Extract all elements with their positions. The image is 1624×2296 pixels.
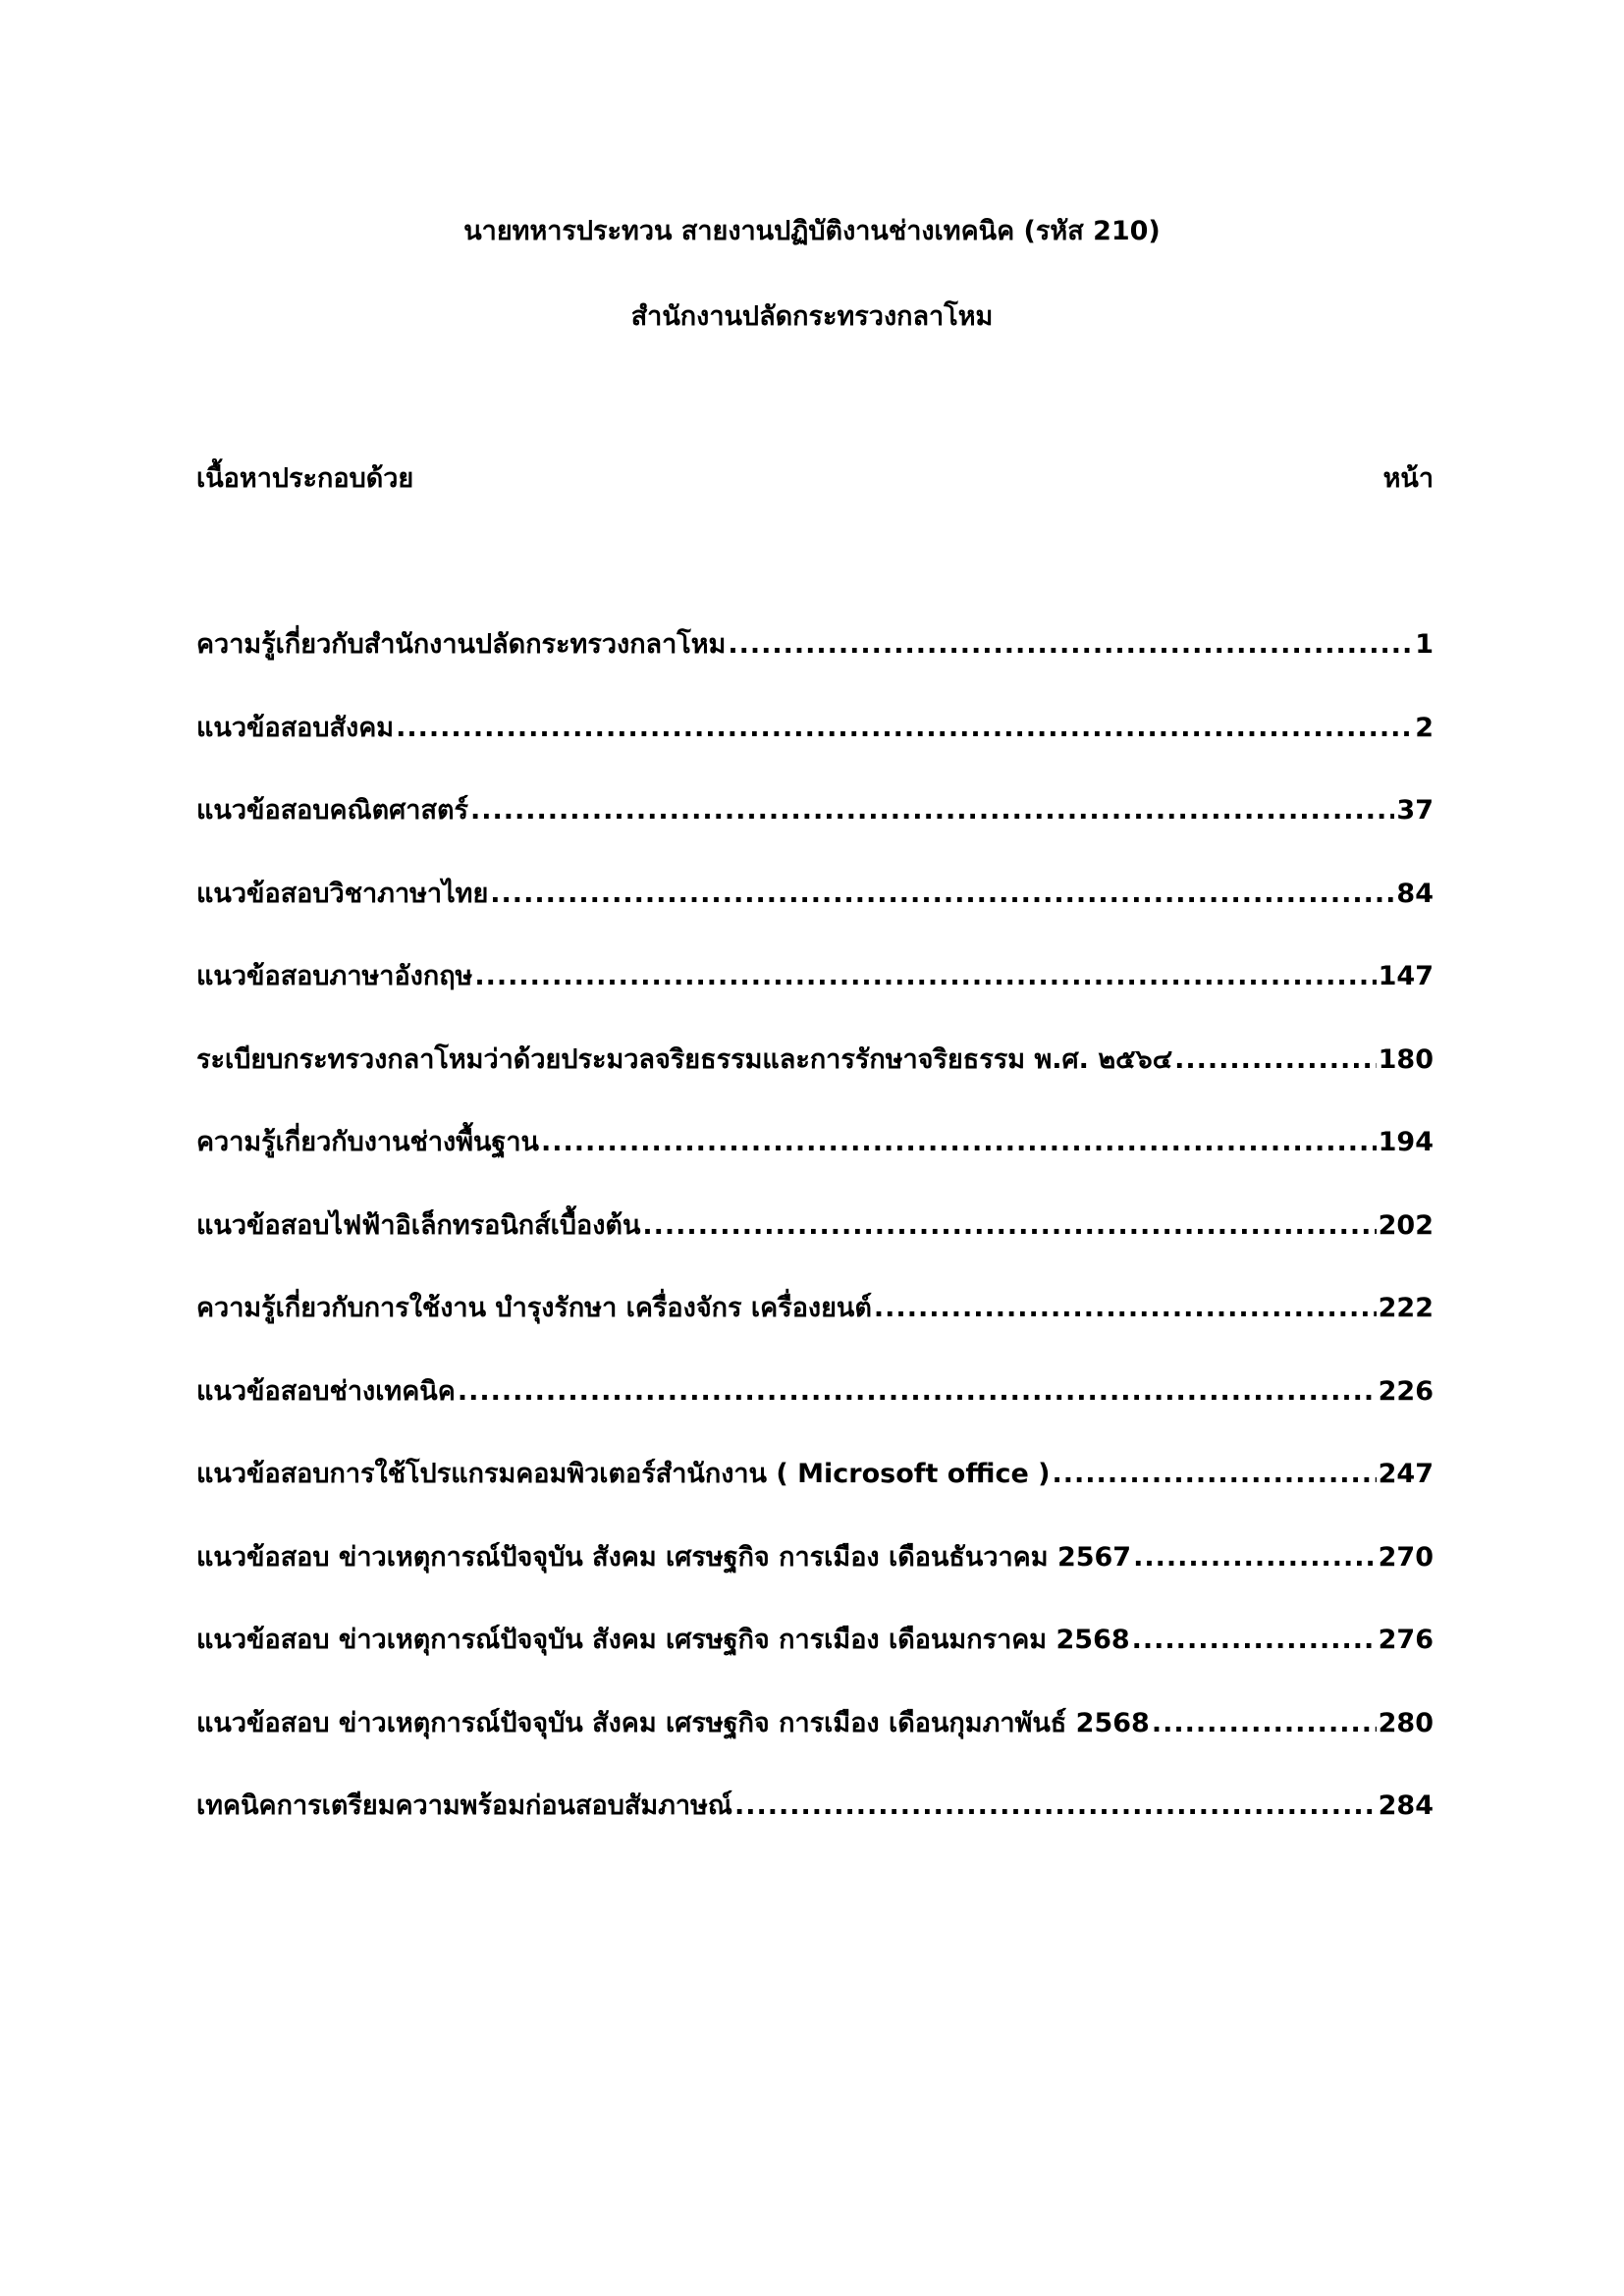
toc-entry-page: 226: [1378, 1375, 1434, 1407]
toc-entry-page: 270: [1378, 1541, 1434, 1573]
contents-header: [196, 456, 1434, 496]
toc-dot-leader: [396, 713, 1413, 743]
toc-entry-page: 2: [1415, 712, 1434, 743]
toc-entry: [196, 1203, 1434, 1287]
toc-entry: [196, 1038, 1434, 1121]
toc-entry-page: 202: [1378, 1209, 1434, 1241]
toc-dot-leader: [1053, 1459, 1377, 1489]
toc-entry-page: 247: [1378, 1459, 1434, 1489]
toc-dot-leader: [1132, 1625, 1377, 1655]
toc-entry-page: 147: [1378, 961, 1434, 991]
toc-entry-title: แนวข้อสอบภาษาอังกฤษ: [196, 961, 473, 991]
toc-entry: [196, 1618, 1434, 1701]
toc-dot-leader: [541, 1127, 1377, 1157]
toc-entry: [196, 622, 1434, 706]
toc-entry-page: 180: [1378, 1043, 1434, 1075]
toc-entry: [196, 1701, 1434, 1785]
toc-entry-title: แนวข้อสอบวิชาภาษาไทย: [196, 878, 489, 909]
toc-entry-title: แนวข้อสอบ ข่าวเหตุการณ์ปัจจุบัน สังคม เศรษฐกิจ การเมือง เดือนกุมภาพันธ์ 2568: [196, 1707, 1150, 1738]
page-column-label: หน้า: [1382, 463, 1434, 494]
toc-dot-leader: [734, 1790, 1377, 1821]
toc-entry-title: แนวข้อสอบช่างเทคนิค: [196, 1375, 456, 1407]
toc-entry-page: 276: [1378, 1625, 1434, 1655]
toc-dot-leader: [1152, 1708, 1377, 1738]
toc-entry-page: 222: [1378, 1293, 1434, 1323]
toc-dot-leader: [458, 1376, 1377, 1407]
toc-entry-title: แนวข้อสอบคณิตศาสตร์: [196, 795, 468, 826]
toc-entry-page: 284: [1378, 1790, 1434, 1821]
toc-entry-page: 280: [1378, 1707, 1434, 1738]
toc-dot-leader: [474, 961, 1376, 991]
toc-dot-leader: [728, 629, 1413, 660]
toc-dot-leader: [470, 795, 1394, 826]
toc-entry-page: 37: [1396, 795, 1434, 826]
toc-dot-leader: [1174, 1044, 1376, 1075]
toc-entry: [196, 1286, 1434, 1369]
toc-entry-title: ความรู้เกี่ยวกับสำนักงานปลัดกระทรวงกลาโหม: [196, 629, 727, 660]
toc-entry-title: ระเบียบกระทรวงกลาโหมว่าด้วยประมวลจริยธรรมและการรักษาจริยธรรม พ.ศ. ๒๕๖๔: [196, 1043, 1173, 1075]
toc-entry: [196, 706, 1434, 789]
toc-entry: [196, 1452, 1434, 1535]
toc-dot-leader: [874, 1293, 1377, 1323]
toc-entry: [196, 954, 1434, 1038]
toc-entry-title: ความรู้เกี่ยวกับงานช่างพื้นฐาน: [196, 1127, 539, 1157]
toc-entry-title: ความรู้เกี่ยวกับการใช้งาน บำรุงรักษา เครื่องจักร เครื่องยนต์: [196, 1293, 872, 1323]
toc-entry-page: 1: [1415, 629, 1434, 660]
toc-entry-page: 194: [1378, 1127, 1434, 1157]
toc-entry-title: แนวข้อสอบไฟฟ้าอิเล็กทรอนิกส์เบื้องต้น: [196, 1209, 641, 1241]
toc-entry: [196, 872, 1434, 955]
toc-entry: [196, 1369, 1434, 1453]
toc-entry-title: แนวข้อสอบ ข่าวเหตุการณ์ปัจจุบัน สังคม เศรษฐกิจ การเมือง เดือนธันวาคม 2567: [196, 1541, 1132, 1573]
toc-entry: [196, 788, 1434, 872]
toc-dot-leader: [642, 1210, 1376, 1241]
toc-entry: [196, 1535, 1434, 1619]
toc-entry-page: 84: [1396, 878, 1434, 909]
document-title: นายทหารประทวน สายงานปฏิบัติงานช่างเทคนิค (รหัส 210): [463, 216, 1161, 246]
toc-entry: [196, 1784, 1434, 1867]
document-subtitle: สำนักงานปลัดกระทรวงกลาโหม: [630, 301, 994, 332]
toc-entry-title: แนวข้อสอบสังคม: [196, 712, 395, 743]
toc-entry: [196, 1120, 1434, 1203]
contents-heading: เนื้อหาประกอบด้วย: [196, 463, 414, 494]
toc-entry-title: แนวข้อสอบการใช้โปรแกรมคอมพิวเตอร์สำนักงาน ( Microsoft office ): [196, 1459, 1051, 1489]
toc-entry-title: เทคนิคการเตรียมความพร้อมก่อนสอบสัมภาษณ์: [196, 1790, 732, 1821]
toc-dot-leader: [1133, 1542, 1377, 1573]
toc-dot-leader: [490, 879, 1394, 909]
toc-entry-title: แนวข้อสอบ ข่าวเหตุการณ์ปัจจุบัน สังคม เศรษฐกิจ การเมือง เดือนมกราคม 2568: [196, 1625, 1130, 1655]
table-of-contents: [196, 622, 1434, 1867]
